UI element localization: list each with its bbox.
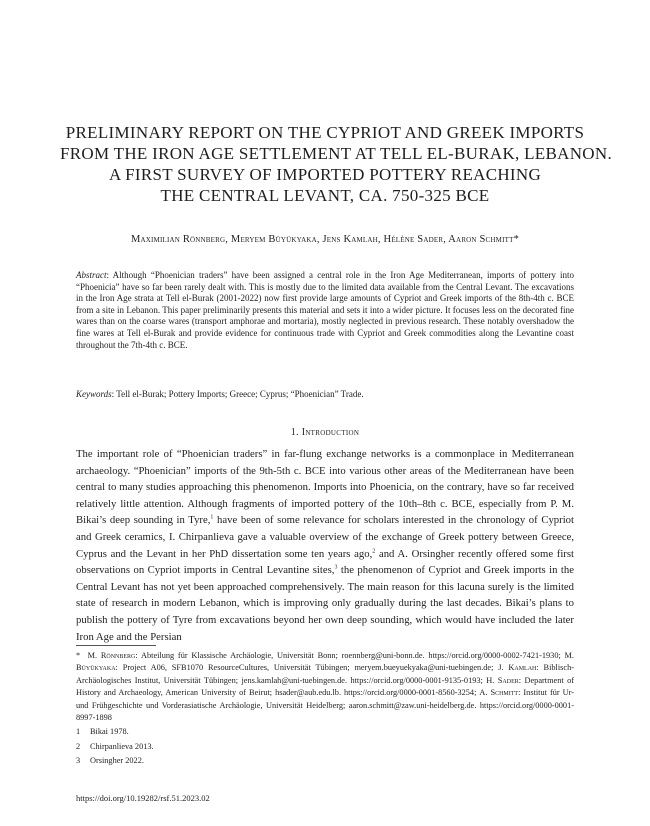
footnotes bbox=[76, 650, 574, 768]
body-paragraph bbox=[76, 446, 574, 645]
author-list: Maximilian Rönnberg, Meryem Büyükyaka, Jens Kamlah, Hélène Sader, Aaron Schmitt* bbox=[130, 234, 520, 245]
footnote-ref[interactable]: 2 bbox=[372, 548, 376, 554]
abstract-label: Abstract bbox=[76, 270, 107, 280]
footnote bbox=[76, 726, 574, 738]
footnote-ref[interactable]: 3 bbox=[334, 564, 338, 571]
title-line: A FIRST SURVEY OF IMPORTED POTTERY REACHING bbox=[108, 165, 542, 184]
title-line: THE CENTRAL LEVANT, CA. 750-325 BCE bbox=[160, 186, 490, 205]
abstract bbox=[76, 270, 574, 351]
footnote-marker: * bbox=[76, 651, 81, 660]
author-name: M. Rönnberg bbox=[87, 651, 136, 660]
doi-link[interactable]: https://doi.org/10.19282/rsf.51.2023.02 bbox=[76, 793, 210, 803]
author-name: A. Schmitt bbox=[479, 688, 519, 698]
footnote bbox=[76, 755, 574, 767]
footnote-divider bbox=[76, 645, 156, 646]
title-line: FROM THE IRON AGE SETTLEMENT AT TELL EL-BURAK, LEBANON. bbox=[60, 144, 612, 163]
body-text-part: and A. Orsingher recently offered some first observations on Cypriot imports in Central Levantine sites, bbox=[76, 547, 574, 577]
keywords-label: Keywords bbox=[76, 389, 112, 399]
keywords bbox=[76, 389, 574, 401]
affiliation-text: : Institut für Ur- und Frühgeschichte und Vorderasiatische Archäologie, Universität Heidelberg; aaron.schmitt@zaw.uni-heidelberg.de. https://orcid.org/0000-0001-8997-1898 bbox=[76, 688, 574, 723]
author-name: J. Kamlah bbox=[498, 663, 537, 673]
paper-title bbox=[60, 122, 612, 206]
section-heading: 1. Introduction bbox=[290, 427, 360, 438]
footnote-ref[interactable]: 1 bbox=[210, 514, 214, 521]
footnote-number: 3 bbox=[76, 756, 81, 766]
footnote-text: Chirpanlieva 2013. bbox=[90, 741, 154, 751]
affiliation-text: : Department of History and Archaeology, American University of Beirut; hsader@aub.edu.lb. https://orcid.org/0000-0001-8560-3254; bbox=[76, 675, 575, 698]
affiliation-text: : Abteilung für Klassische Archäologie, Universität Bonn; roennberg@uni-bonn.de. https://orcid.org/0000-0002-7421-1930; bbox=[135, 651, 565, 660]
title-line: PRELIMINARY REPORT ON THE CYPRIOT AND GREEK IMPORTS bbox=[65, 123, 585, 142]
body-text-part: the phenomenon of Cypriot and Greek imports in the Central Levant has not yet been approached comprehensively. The main reason for this lacuna surely is the limited state of research in modern Lebanon, which is improving only gradually during the last decades. Bikai’s plans to publish the pottery of Tyre from excavations beyond her own deep sounding, which would have included the later Iron Age and the Persian bbox=[76, 564, 574, 643]
author-affiliations-note bbox=[76, 650, 574, 724]
body-text-part: The important role of “Phoenician traders” in far-flung exchange networks is a commonplace in Mediterranean archaeology. “Phoenician” imports of the 9th-5th c. BCE into various other areas of the Mediterranean have been central to many studies approaching this phenomenon. Imports into Phoenicia, on the contrary, have so far received relatively little attention. Although fragments of imported pottery of the 10th–8th c. BCE, especially from P. M. Bikai’s deep sounding in Tyre, bbox=[76, 448, 574, 527]
abstract-text: : Although “Phoenician traders” have been assigned a central role in the Iron Age Mediterranean, imports of pottery into “Phoenicia” have so far been rarely dealt with. This is mostly due to the limited data available from the Central Levant. The excavations in the Iron Age strata at Tell el-Burak (2001-2022) now first provide large amounts of Cypriot and Greek imports of the 8th-4th c. BCE from a site in Lebanon. This paper preliminarily presents this material and sets it into a wider picture. It focuses less on the decorated fine wares than on the coarse wares (transport amphorae and mortaria), mostly neglected in previous research. These notably overshadow the fine wares at Tell el-Burak and provide evidence for continuous trade with Cypriot and Greek commodities along the Levantine coast throughout the 7th-4th c. BCE. bbox=[76, 270, 574, 350]
footnote-number: 2 bbox=[76, 741, 81, 751]
footnote-number: 1 bbox=[76, 727, 81, 737]
affiliation-text: : Project A06, SFB1070 ResourceCultures, Universität Tübingen; meryem.bueyuekyaka@uni-tuebingen.de; bbox=[115, 663, 499, 673]
footnote-text: Bikai 1978. bbox=[90, 727, 129, 737]
keywords-text: : Tell el-Burak; Pottery Imports; Greece; Cyprus; “Phoenician” Trade. bbox=[111, 389, 364, 399]
footnote-text: Orsingher 2022. bbox=[90, 756, 144, 766]
footnote bbox=[76, 741, 574, 753]
affiliation-text: : Biblisch-Archäologisches Institut, Universität Tübingen; jens.kamlah@uni-tuebingen.de. https://orcid.org/0000-0001-9135-0193; bbox=[76, 663, 574, 685]
author-name: M. Büyükyaka bbox=[76, 651, 574, 673]
body-text-part: have been of some relevance for scholars interested in the chronology of Cypriot and Greek ceramics, I. Chirpanlieva gave a valuable overview of the exchange of Greek pottery between Greece, Cyprus and the Levant in her PhD dissertation some ten years ago, bbox=[76, 514, 574, 560]
author-name: H. Sader bbox=[486, 675, 519, 685]
